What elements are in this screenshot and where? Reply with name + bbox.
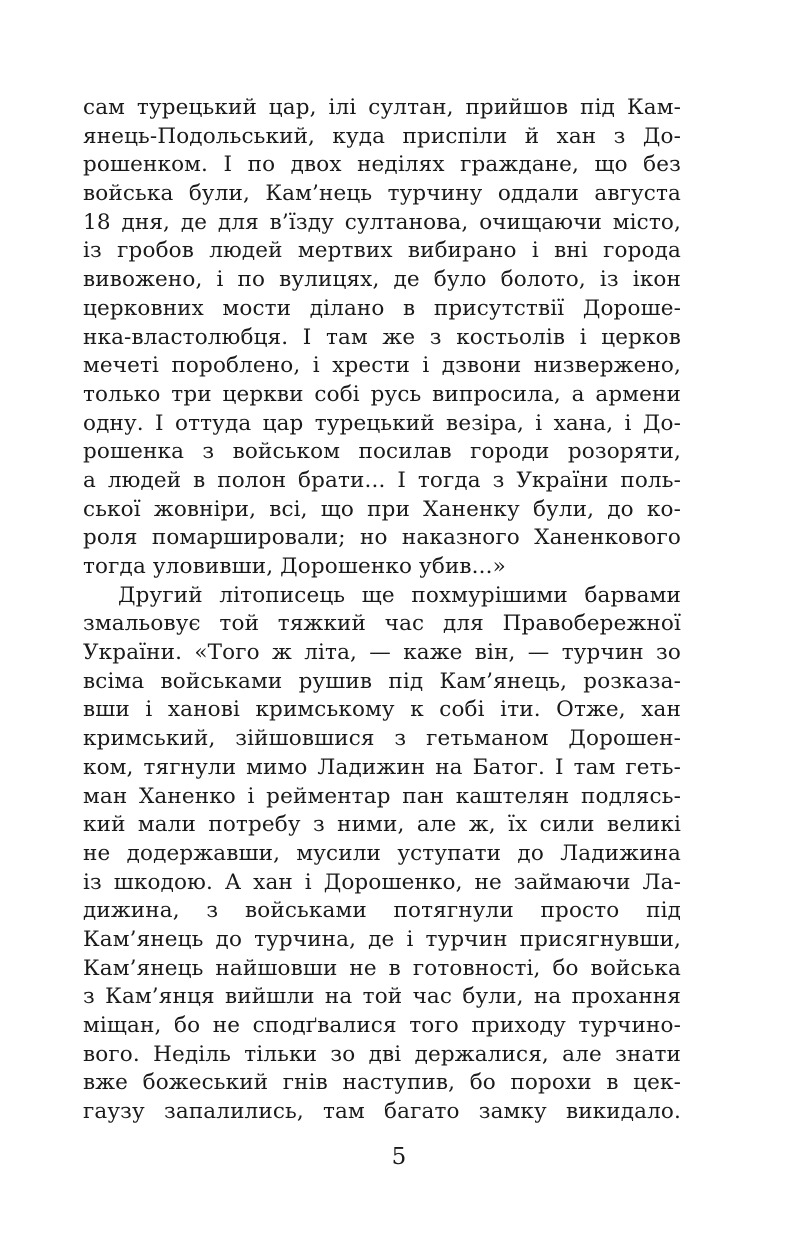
text-line: а людей в полон брати... І тогда з України поль- [83,467,681,493]
text-line: роля помаршировали; но наказного Ханенкового [83,525,681,551]
text-line: кримський, зійшовшися з гетьманом Дорошен- [83,726,681,752]
text-line: України. «Того ж літа, — каже він, — турчин зо [83,640,681,666]
text-line: не додержавши, мусили уступати до Ладижина [83,840,681,866]
paragraph-1 [83,94,681,582]
text-line: одну. І оттуда цар турецький везіра, і хана, і До- [83,410,681,436]
text-line: кий мали потребу з ними, але ж, їх сили великі [83,812,681,838]
page-number: 5 [391,1144,407,1170]
text-line: дижина, з войськами потягнули просто під [83,898,681,924]
text-line: змальовує той тяжкий час для Правобережної [83,611,681,637]
text-line: войська були, Кам’нець турчину оддали августа [83,181,681,207]
text-line: мечеті пороблено, і хрести і дзвони низвержено, [83,353,681,379]
text-line: 18 дня, де для в’їзду султанова, очищаючи місто, [83,209,681,235]
text-line: вши і ханові кримському к собі іти. Отже, хан [83,697,681,723]
text-line: вивожено, і по вулицях, де було болото, із ікон [83,267,681,293]
text-line: янець-Подольський, куда приспіли й хан з До- [83,123,681,149]
text-line: вже божеський гнів наступив, бо порохи в цек- [83,1070,681,1096]
text-line: із шкодою. А хан і Дорошенко, не займаючи Ла- [83,869,681,895]
text-line: сам турецький цар, ілі султан, прийшов під Кам- [83,95,681,120]
text-line: ком, тягнули мимо Ладижин на Батог. І там геть- [83,754,681,780]
text-line: церковних мости ділано в присутствії Дороше- [83,295,681,321]
text-line: рошенком. І по двох неділях граждане, що без [83,152,681,178]
text-line: Кам’янець найшовши не в готовності, бо войська [83,955,681,981]
text-line: міщан, бо не сподґвалися того приходу турчино- [83,1013,681,1038]
text-line: рошенка з войськом посилав городи розоряти, [83,439,681,465]
text-line: вого. Неділь тільки зо дві держалися, але знати [83,1041,681,1067]
paragraph-2 [83,582,681,1127]
text-line: ман Ханенко і рейментар пан каштелян подлясь- [83,783,681,809]
page-text [83,94,681,1127]
text-line: тогда уловивши, Дорошенко убив...» [83,554,506,579]
text-line: з Кам’янця вийшли на той час були, на прохання [83,984,681,1010]
text-line: Другий літописець ще похмурішими барвами [118,582,681,608]
text-line: нка-властолюбця. І там же з костьолів і церков [83,324,681,350]
text-line: всіма войськами рушив під Кам’янець, розказа- [83,668,681,694]
text-line: только три церкви собі русь випросила, а армени [83,381,681,407]
text-line: ської жовніри, всі, що при Ханенку були, до ко- [83,496,681,522]
text-line: Кам’янець до турчина, де і турчин присягнувши, [83,926,681,952]
text-line: гаузу запалились, там багато замку викидало. [83,1099,681,1125]
text-line: із гробов людей мертвих вибирано і вні города [83,238,681,264]
